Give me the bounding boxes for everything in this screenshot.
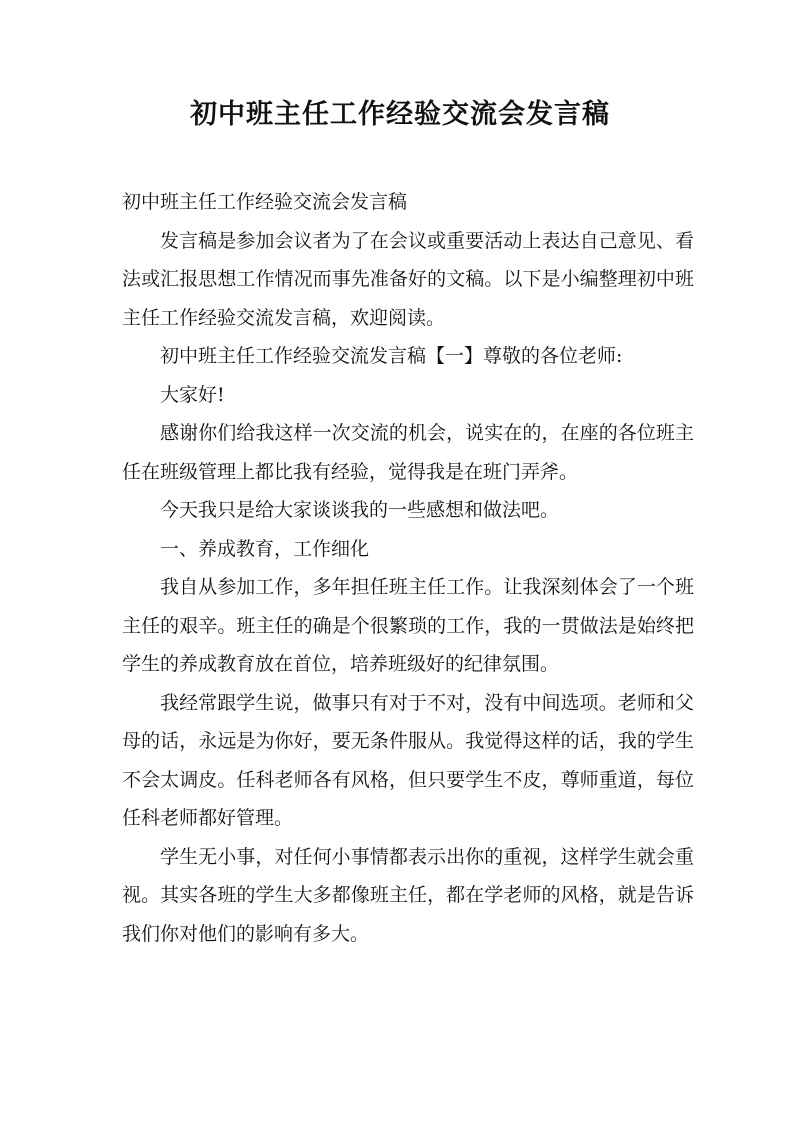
greeting-paragraph: 大家好! <box>160 383 225 406</box>
section-heading: 一、养成教育，工作细化 <box>160 537 370 560</box>
body-paragraph: 我经常跟学生说，做事只有对于不对，没有中间选项。老师和父母的话，永远是为你好，要无条件服从。我觉得这样的话，我的学生不会太调皮。任科老师各有风格，但只要学生不皮，尊师重道，每位任科老师都好管理。 <box>122 691 694 829</box>
body-paragraph: 学生无小事，对任何小事情都表示出你的重视，这样学生就会重视。其实各班的学生大多都像班主任，都在学老师的风格，就是告诉我们你对他们的影响有多大。 <box>122 845 694 945</box>
thanks-paragraph: 感谢你们给我这样一次交流的机会，说实在的，在座的各位班主任在班级管理上都比我有经验，觉得我是在班门弄斧。 <box>122 422 694 483</box>
document-title: 初中班主任工作经验交流会发言稿 <box>190 99 610 130</box>
subtitle-paragraph: 初中班主任工作经验交流会发言稿 <box>122 191 408 213</box>
document-body <box>122 183 694 953</box>
body-paragraph: 我自从参加工作，多年担任班主任工作。让我深刻体会了一个班主任的艰辛。班主任的确是个很繁琐的工作，我的一贯做法是始终把学生的养成教育放在首位，培养班级好的纪律氛围。 <box>122 576 694 675</box>
speech-heading-paragraph: 初中班主任工作经验交流发言稿【一】尊敬的各位老师: <box>160 345 623 367</box>
intro-paragraph: 发言稿是参加会议者为了在会议或重要活动上表达自己意见、看法或汇报思想工作情况而事先准备好的文稿。以下是小编整理初中班主任工作经验交流发言稿，欢迎阅读。 <box>122 229 694 329</box>
topic-paragraph: 今天我只是给大家谈谈我的一些感想和做法吧。 <box>160 499 560 521</box>
